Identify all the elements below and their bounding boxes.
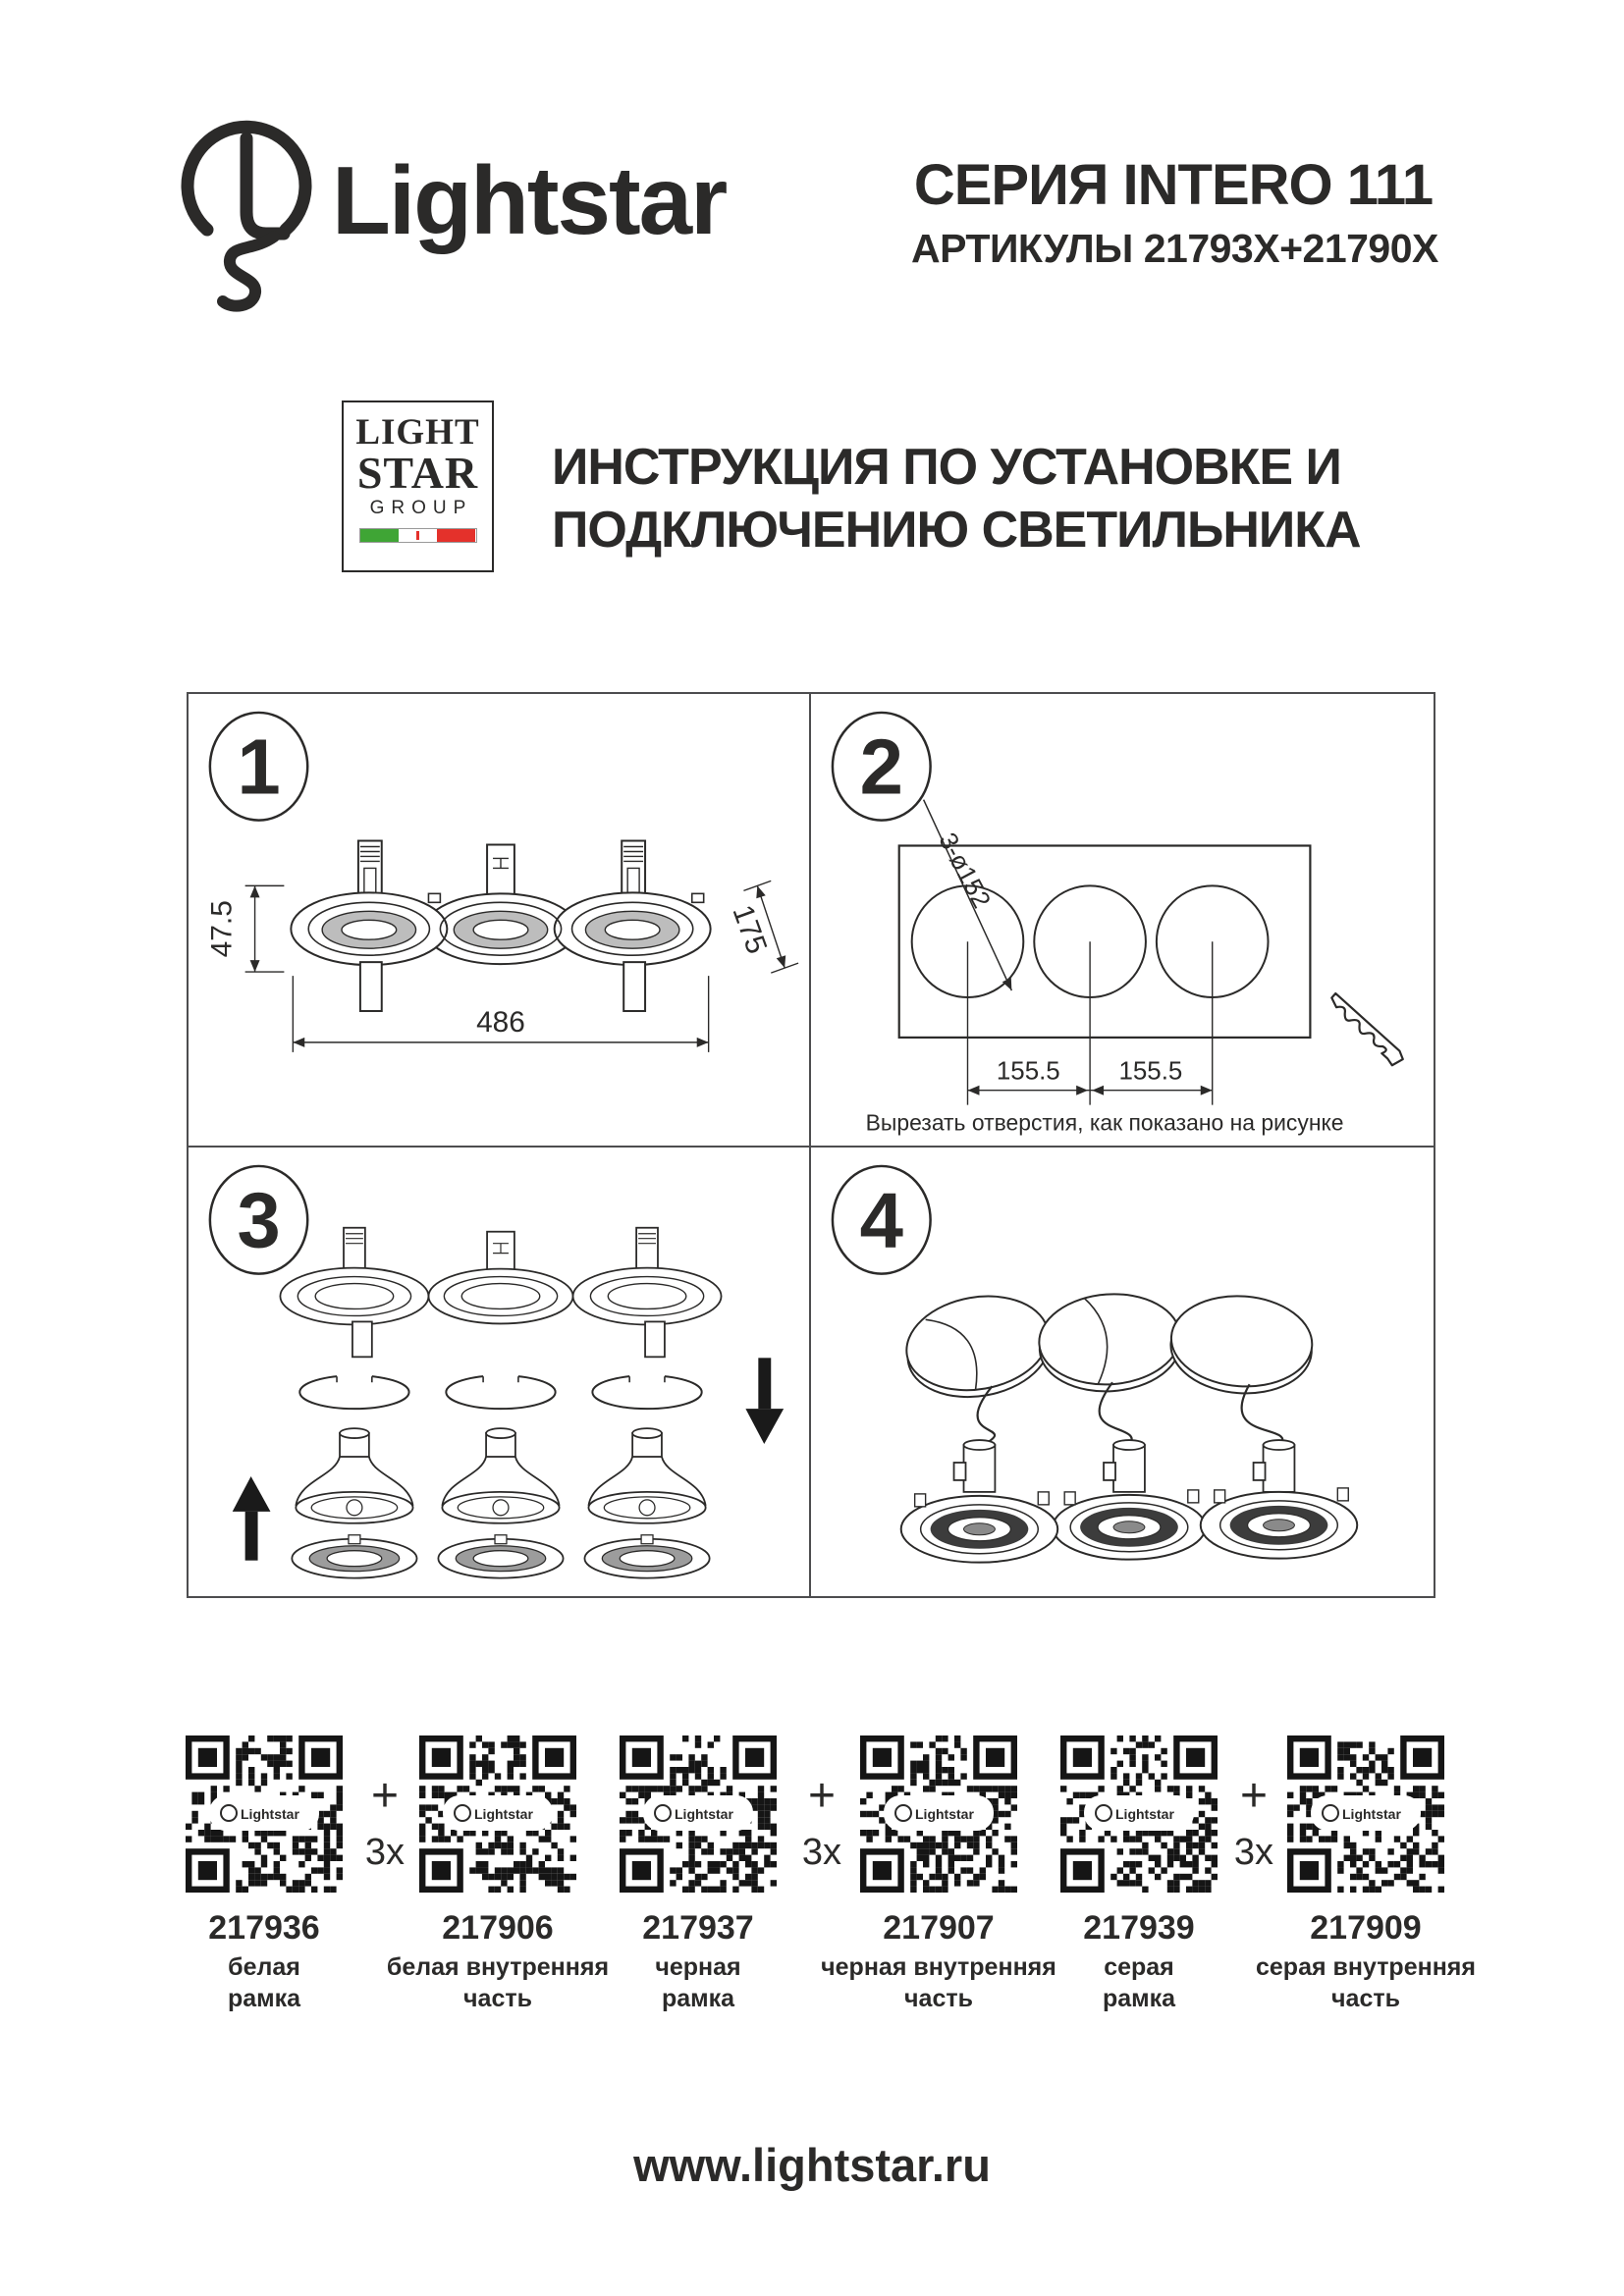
- svg-text:Lightstar: Lightstar: [1342, 1806, 1401, 1822]
- instruction-title-line2: ПОДКЛЮЧЕНИЮ СВЕТИЛЬНИКА: [552, 502, 1361, 559]
- qr-code: [620, 1735, 777, 1893]
- step1-number: 1: [237, 722, 281, 811]
- qr-product-item: [186, 1735, 343, 2014]
- step-panel-1: [189, 694, 811, 1148]
- arrow-down-icon: [745, 1358, 784, 1444]
- plus-sign: +: [370, 1770, 400, 1822]
- plus-sign: +: [807, 1770, 837, 1822]
- step4-drawing: [811, 1148, 1434, 1599]
- qr-product-item: [620, 1735, 777, 2014]
- arrow-up-icon: [233, 1475, 271, 1560]
- articles-subtitle: АРТИКУЛЫ 21793X+21790X: [911, 226, 1438, 271]
- dim-depth-label: 175: [726, 900, 774, 959]
- step2-number: 2: [859, 722, 903, 811]
- group-logo-star: STAR: [356, 448, 479, 498]
- brand-wordmark: Lightstar: [332, 146, 727, 254]
- header-title-block: [911, 153, 1438, 272]
- step-panel-3: [189, 1148, 811, 1599]
- spacing1-label: 155.5: [996, 1057, 1060, 1086]
- lightstar-logo: [173, 84, 801, 320]
- plus-group-1: [351, 1770, 419, 1873]
- dim-height-label: 47.5: [205, 900, 239, 958]
- group-logo-group: GROUP: [369, 498, 473, 518]
- product-label: белая внутренняя часть: [386, 1953, 610, 2012]
- product-label: белая рамка: [227, 1953, 301, 2012]
- product-label: черная рамка: [655, 1953, 741, 2012]
- lightstar-group-logo: [342, 400, 494, 572]
- svg-text:Lightstar: Lightstar: [241, 1806, 299, 1822]
- svg-text:Lightstar: Lightstar: [915, 1806, 974, 1822]
- steps-grid: [187, 692, 1435, 1598]
- qr-code: [186, 1735, 343, 1893]
- italian-flag-icon: [359, 528, 477, 543]
- step4-number: 4: [859, 1176, 903, 1264]
- product-code: 217937: [642, 1909, 754, 1947]
- instruction-title: [552, 436, 1361, 561]
- step2-drawing: [811, 694, 1434, 1146]
- product-code: 217936: [208, 1909, 320, 1947]
- group-logo-light: LIGHT: [355, 412, 480, 453]
- plus-group-3: [1219, 1770, 1288, 1873]
- qr-code: [419, 1735, 576, 1893]
- product-code: 217906: [442, 1909, 554, 1947]
- qr-code: [1287, 1735, 1444, 1893]
- step2-caption: Вырезать отверстия, как показано на рисунке: [865, 1109, 1344, 1136]
- step-panel-2: [811, 694, 1434, 1148]
- multiplier: 3x: [1233, 1832, 1274, 1873]
- svg-text:Lightstar: Lightstar: [474, 1806, 533, 1822]
- hole-diameter-label: 3-ø152: [933, 828, 996, 913]
- product-code: 217909: [1310, 1909, 1422, 1947]
- multiplier: 3x: [801, 1832, 842, 1873]
- product-label: серая рамка: [1102, 1953, 1176, 2012]
- dim-width-label: 486: [476, 1005, 525, 1039]
- footer-url: www.lightstar.ru: [633, 2139, 991, 2191]
- bulb-icon: [188, 127, 305, 305]
- qr-product-item: [1060, 1735, 1218, 2014]
- product-code: 217939: [1083, 1909, 1195, 1947]
- qr-code: [860, 1735, 1017, 1893]
- step-panel-4: [811, 1148, 1434, 1599]
- plus-sign: +: [1239, 1770, 1269, 1822]
- qr-product-item: [1256, 1735, 1476, 2014]
- svg-text:Lightstar: Lightstar: [675, 1806, 733, 1822]
- multiplier: 3x: [364, 1832, 406, 1873]
- instruction-title-line1: ИНСТРУКЦИЯ ПО УСТАНОВКЕ И: [552, 439, 1341, 496]
- saw-icon: [1326, 993, 1406, 1068]
- step1-drawing: [189, 694, 809, 1146]
- plus-group-2: [787, 1770, 856, 1873]
- step3-number: 3: [237, 1176, 281, 1264]
- step3-drawing: [189, 1148, 809, 1599]
- qr-code: [1060, 1735, 1218, 1893]
- series-title: СЕРИЯ INTERO 111: [913, 153, 1434, 217]
- product-label: серая внутренняя часть: [1256, 1953, 1476, 2012]
- product-label: черная внутренняя часть: [821, 1953, 1056, 2012]
- svg-text:Lightstar: Lightstar: [1115, 1806, 1174, 1822]
- spacing2-label: 155.5: [1118, 1057, 1183, 1086]
- product-code: 217907: [883, 1909, 995, 1947]
